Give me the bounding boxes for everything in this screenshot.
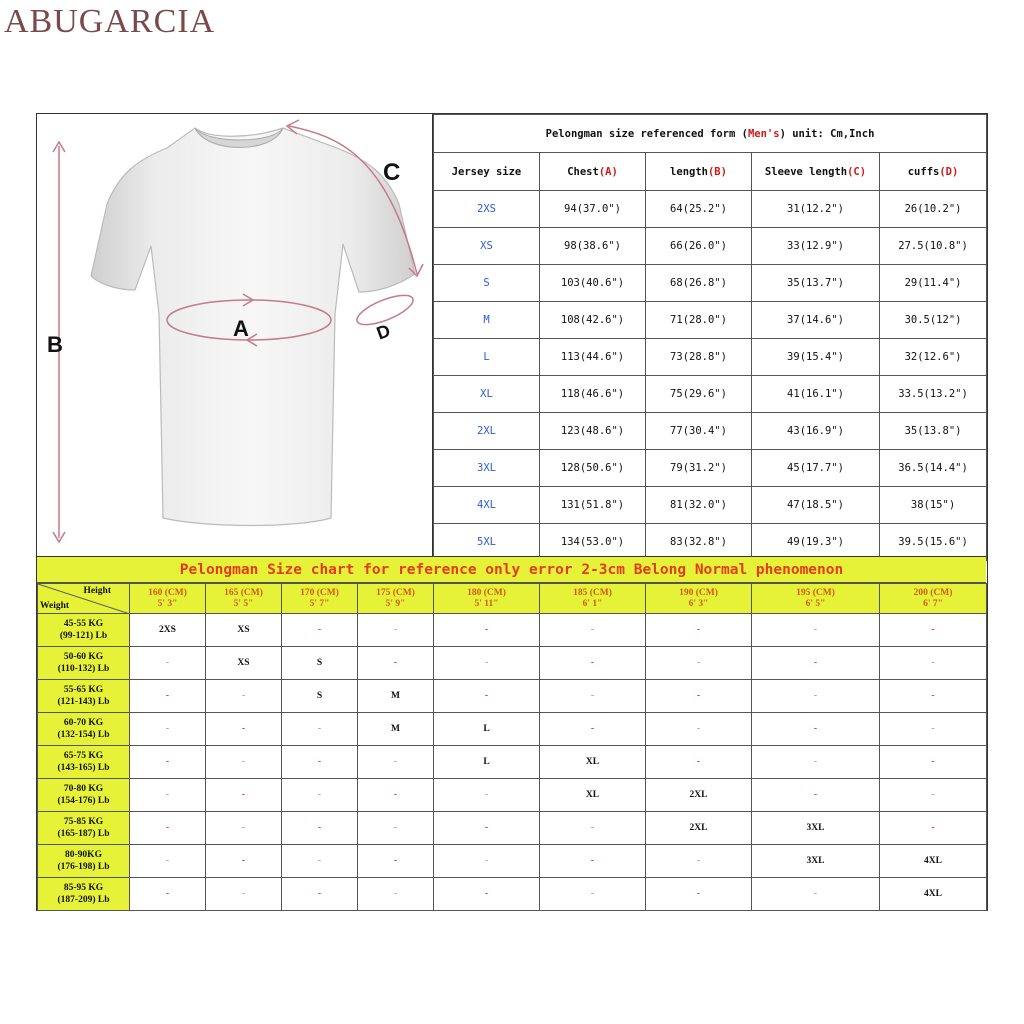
size-row: [434, 302, 987, 339]
weight-label: 50-60 KG (110-132) Lb: [38, 647, 130, 680]
size-recommendation-cell: -: [752, 614, 880, 647]
size-cell-cuffs: 33.5(13.2"): [880, 376, 987, 413]
size-recommendation-cell: -: [646, 647, 752, 680]
size-cell-size: 3XL: [434, 450, 540, 487]
size-recommendation-cell: -: [206, 812, 282, 845]
size-recommendation-cell: -: [130, 779, 206, 812]
size-cell-sleeve: 49(19.3"): [752, 524, 880, 561]
size-recommendation-cell: 3XL: [752, 845, 880, 878]
size-recommendation-cell: -: [880, 713, 987, 746]
size-recommendation-cell: 3XL: [752, 812, 880, 845]
size-recommendation-cell: -: [880, 614, 987, 647]
size-cell-sleeve: 35(13.7"): [752, 265, 880, 302]
tshirt-body: [91, 128, 415, 526]
size-cell-size: 2XS: [434, 191, 540, 228]
size-recommendation-cell: -: [880, 647, 987, 680]
size-recommendation-cell: -: [880, 746, 987, 779]
weight-label: 65-75 KG (143-165) Lb: [38, 746, 130, 779]
size-cell-cuffs: 27.5(10.8"): [880, 228, 987, 265]
weight-row: [38, 878, 987, 911]
weight-label: 75-85 KG (165-187) Lb: [38, 812, 130, 845]
size-recommendation-cell: -: [434, 779, 540, 812]
weight-row: [38, 845, 987, 878]
size-row: [434, 228, 987, 265]
size-row: [434, 450, 987, 487]
size-cell-cuffs: 39.5(15.6"): [880, 524, 987, 561]
size-cell-length: 75(29.6"): [646, 376, 752, 413]
label-d: D: [373, 320, 393, 344]
size-table-wrap: [433, 114, 986, 557]
size-recommendation-cell: -: [540, 713, 646, 746]
weight-label: 70-80 KG (154-176) Lb: [38, 779, 130, 812]
weight-row: [38, 746, 987, 779]
size-recommendation-cell: -: [358, 812, 434, 845]
size-row: [434, 413, 987, 450]
size-chart-frame: [36, 113, 988, 911]
size-cell-sleeve: 41(16.1"): [752, 376, 880, 413]
size-recommendation-cell: -: [130, 845, 206, 878]
height-header: 190 (CM) 6' 3": [646, 584, 752, 614]
size-cell-cuffs: 36.5(14.4"): [880, 450, 987, 487]
size-recommendation-cell: -: [206, 746, 282, 779]
size-cell-length: 79(31.2"): [646, 450, 752, 487]
size-recommendation-cell: -: [752, 878, 880, 911]
size-cell-cuffs: 26(10.2"): [880, 191, 987, 228]
size-cell-cuffs: 38(15"): [880, 487, 987, 524]
size-header-1: Chest(A): [540, 153, 646, 191]
label-b: B: [47, 332, 63, 357]
size-cell-cuffs: 35(13.8"): [880, 413, 987, 450]
size-cell-size: 2XL: [434, 413, 540, 450]
weight-label: 85-95 KG (187-209) Lb: [38, 878, 130, 911]
weight-height-table: [37, 583, 987, 911]
size-cell-sleeve: 45(17.7"): [752, 450, 880, 487]
size-cell-chest: 123(48.6"): [540, 413, 646, 450]
size-recommendation-cell: -: [206, 779, 282, 812]
size-recommendation-cell: -: [130, 878, 206, 911]
brand-logo: ABUGARCIA: [4, 3, 216, 40]
size-cell-size: L: [434, 339, 540, 376]
size-cell-chest: 131(51.8"): [540, 487, 646, 524]
size-cell-chest: 128(50.6"): [540, 450, 646, 487]
size-recommendation-cell: 2XS: [130, 614, 206, 647]
size-cell-length: 66(26.0"): [646, 228, 752, 265]
size-cell-length: 77(30.4"): [646, 413, 752, 450]
size-cell-length: 73(28.8"): [646, 339, 752, 376]
size-recommendation-cell: -: [282, 746, 358, 779]
size-header-4: cuffs(D): [880, 153, 987, 191]
size-recommendation-cell: -: [206, 878, 282, 911]
size-cell-chest: 108(42.6"): [540, 302, 646, 339]
size-recommendation-cell: -: [434, 614, 540, 647]
weight-label: 55-65 KG (121-143) Lb: [38, 680, 130, 713]
size-row: [434, 487, 987, 524]
size-cell-chest: 113(44.6"): [540, 339, 646, 376]
size-recommendation-cell: S: [282, 647, 358, 680]
size-row: [434, 524, 987, 561]
size-recommendation-cell: -: [880, 779, 987, 812]
size-recommendation-cell: L: [434, 713, 540, 746]
size-recommendation-cell: 4XL: [880, 878, 987, 911]
size-recommendation-cell: -: [282, 845, 358, 878]
size-recommendation-cell: -: [540, 845, 646, 878]
size-recommendation-cell: -: [206, 845, 282, 878]
size-header-0: Jersey size: [434, 153, 540, 191]
size-recommendation-cell: -: [282, 713, 358, 746]
size-recommendation-cell: -: [752, 746, 880, 779]
weight-row: [38, 680, 987, 713]
size-recommendation-cell: -: [358, 878, 434, 911]
size-recommendation-cell: -: [358, 614, 434, 647]
size-cell-chest: 118(46.6"): [540, 376, 646, 413]
weight-height-banner: Pelongman Size chart for reference only error 2-3cm Belong Normal phenomenon: [37, 557, 986, 583]
size-cell-size: S: [434, 265, 540, 302]
size-recommendation-cell: -: [752, 680, 880, 713]
size-table: [433, 114, 987, 561]
size-recommendation-cell: M: [358, 713, 434, 746]
size-recommendation-cell: -: [646, 680, 752, 713]
size-recommendation-cell: -: [130, 680, 206, 713]
size-recommendation-cell: M: [358, 680, 434, 713]
weight-label: 60-70 KG (132-154) Lb: [38, 713, 130, 746]
size-recommendation-cell: -: [540, 878, 646, 911]
size-recommendation-cell: -: [752, 713, 880, 746]
size-cell-length: 83(32.8"): [646, 524, 752, 561]
size-cell-sleeve: 37(14.6"): [752, 302, 880, 339]
size-cell-size: 4XL: [434, 487, 540, 524]
size-recommendation-cell: -: [540, 614, 646, 647]
size-cell-sleeve: 39(15.4"): [752, 339, 880, 376]
size-cell-sleeve: 31(12.2"): [752, 191, 880, 228]
weight-height-wrap: [37, 557, 986, 911]
weight-row: [38, 614, 987, 647]
corner-cell: Height Weight: [38, 584, 130, 614]
size-row: [434, 339, 987, 376]
size-recommendation-cell: -: [434, 812, 540, 845]
size-recommendation-cell: -: [752, 779, 880, 812]
size-row: [434, 376, 987, 413]
size-recommendation-cell: -: [434, 680, 540, 713]
size-cell-size: M: [434, 302, 540, 339]
size-recommendation-cell: -: [646, 878, 752, 911]
height-header: 170 (CM) 5' 7": [282, 584, 358, 614]
size-cell-size: XL: [434, 376, 540, 413]
size-recommendation-cell: -: [752, 647, 880, 680]
size-recommendation-cell: -: [358, 647, 434, 680]
size-recommendation-cell: -: [646, 614, 752, 647]
size-recommendation-cell: -: [540, 812, 646, 845]
size-cell-sleeve: 47(18.5"): [752, 487, 880, 524]
size-recommendation-cell: -: [130, 713, 206, 746]
size-recommendation-cell: S: [282, 680, 358, 713]
size-cell-chest: 94(37.0"): [540, 191, 646, 228]
height-header: 175 (CM) 5' 9": [358, 584, 434, 614]
height-header: 185 (CM) 6' 1": [540, 584, 646, 614]
size-cell-cuffs: 32(12.6"): [880, 339, 987, 376]
height-header: 165 (CM) 5' 5": [206, 584, 282, 614]
height-header: 195 (CM) 6' 5": [752, 584, 880, 614]
size-cell-sleeve: 43(16.9"): [752, 413, 880, 450]
size-recommendation-cell: -: [282, 614, 358, 647]
tshirt-illustration: [37, 114, 433, 557]
size-cell-chest: 103(40.6"): [540, 265, 646, 302]
size-recommendation-cell: -: [130, 746, 206, 779]
size-cell-length: 71(28.0"): [646, 302, 752, 339]
size-recommendation-cell: XL: [540, 779, 646, 812]
weight-label: 80-90KG (176-198) Lb: [38, 845, 130, 878]
size-recommendation-cell: -: [282, 812, 358, 845]
tshirt-drawing: [37, 114, 433, 557]
size-recommendation-cell: -: [282, 779, 358, 812]
size-recommendation-cell: -: [540, 647, 646, 680]
size-header-2: length(B): [646, 153, 752, 191]
size-recommendation-cell: -: [646, 713, 752, 746]
height-header: 200 (CM) 6' 7": [880, 584, 987, 614]
size-recommendation-cell: XL: [540, 746, 646, 779]
size-recommendation-cell: 4XL: [880, 845, 987, 878]
size-recommendation-cell: -: [540, 680, 646, 713]
height-header: 160 (CM) 5' 3": [130, 584, 206, 614]
size-header-3: Sleeve length(C): [752, 153, 880, 191]
size-recommendation-cell: XS: [206, 614, 282, 647]
size-cell-length: 64(25.2"): [646, 191, 752, 228]
size-cell-length: 68(26.8"): [646, 265, 752, 302]
size-cell-size: 5XL: [434, 524, 540, 561]
size-recommendation-cell: -: [130, 647, 206, 680]
size-recommendation-cell: 2XL: [646, 812, 752, 845]
size-cell-length: 81(32.0"): [646, 487, 752, 524]
size-row: [434, 191, 987, 228]
size-recommendation-cell: -: [880, 680, 987, 713]
weight-row: [38, 779, 987, 812]
size-cell-sleeve: 33(12.9"): [752, 228, 880, 265]
size-recommendation-cell: -: [130, 812, 206, 845]
size-cell-size: XS: [434, 228, 540, 265]
label-a: A: [233, 316, 249, 341]
weight-label: 45-55 KG (99-121) Lb: [38, 614, 130, 647]
size-recommendation-cell: -: [282, 878, 358, 911]
size-recommendation-cell: -: [206, 713, 282, 746]
size-cell-chest: 134(53.0"): [540, 524, 646, 561]
size-recommendation-cell: -: [434, 647, 540, 680]
size-table-title: Pelongman size referenced form (Men's) unit: Cm,Inch: [434, 115, 987, 153]
height-header: 180 (CM) 5' 11": [434, 584, 540, 614]
size-recommendation-cell: -: [646, 746, 752, 779]
size-recommendation-cell: -: [206, 680, 282, 713]
size-row: [434, 265, 987, 302]
weight-row: [38, 713, 987, 746]
label-c: C: [383, 159, 401, 186]
size-cell-chest: 98(38.6"): [540, 228, 646, 265]
size-recommendation-cell: L: [434, 746, 540, 779]
size-recommendation-cell: XS: [206, 647, 282, 680]
size-recommendation-cell: -: [358, 746, 434, 779]
size-cell-cuffs: 29(11.4"): [880, 265, 987, 302]
size-recommendation-cell: -: [358, 845, 434, 878]
size-recommendation-cell: 2XL: [646, 779, 752, 812]
size-recommendation-cell: -: [358, 779, 434, 812]
size-recommendation-cell: -: [880, 812, 987, 845]
size-recommendation-cell: -: [646, 845, 752, 878]
size-recommendation-cell: -: [434, 878, 540, 911]
size-cell-cuffs: 30.5(12"): [880, 302, 987, 339]
weight-row: [38, 812, 987, 845]
size-recommendation-cell: -: [434, 845, 540, 878]
weight-row: [38, 647, 987, 680]
